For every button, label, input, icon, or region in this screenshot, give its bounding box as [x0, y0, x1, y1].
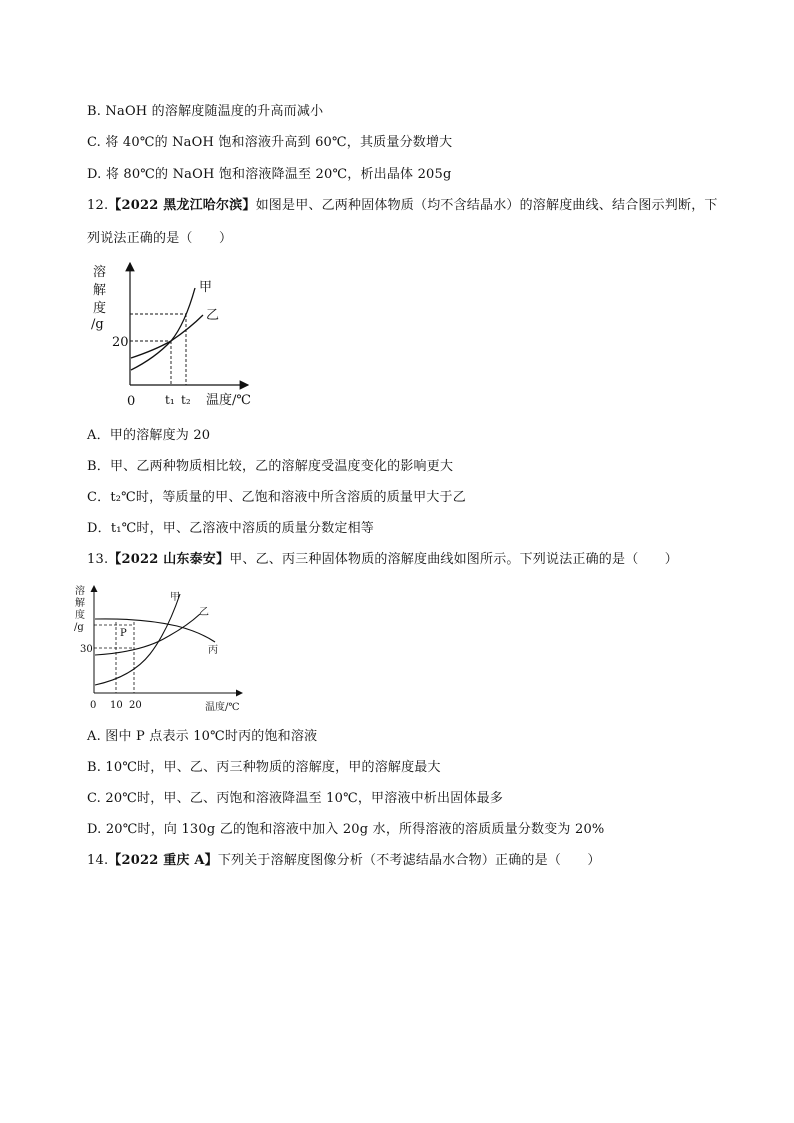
y-label-1: 溶: [75, 586, 85, 597]
series-label-yi: 乙: [206, 308, 220, 323]
question-13-stem: [87, 552, 678, 568]
origin-label: 0: [127, 394, 136, 409]
question-number: 13.: [87, 552, 109, 567]
question-source: 【2022 黑龙江哈尔滨】: [108, 198, 256, 213]
x-axis-label: 温度/℃: [206, 393, 251, 408]
curve-jia: [131, 288, 195, 370]
y-label-3: 度: [75, 610, 85, 621]
option-13c: C. 20℃时，甲、乙、丙饱和溶液降温至 10℃，甲溶液中析出固体最多: [87, 791, 504, 806]
x-tick-20: 20: [129, 700, 142, 711]
y-label-3: 度: [93, 301, 107, 316]
x-axis-label: 温度/℃: [205, 702, 240, 713]
y-label-2: 解: [75, 598, 85, 609]
question-12-stem-cont: 列说法正确的是（ ）: [87, 231, 233, 246]
series-label-jia: 甲: [170, 592, 180, 603]
option-12b: B．甲、乙两种物质相比较，乙的溶解度受温度变化的影响更大: [87, 459, 454, 474]
series-label-jia: 甲: [199, 280, 213, 295]
question-source: 【2022 重庆 A】: [108, 853, 218, 868]
solubility-chart-2: [72, 582, 252, 717]
option-12d: D．t₁℃时，甲、乙溶液中溶质的质量分数定相等: [87, 521, 375, 536]
question-text: 甲、乙、丙三种固体物质的溶解度曲线如图所示。下列说法正确的是（ ）: [229, 552, 679, 567]
question-text: 如图是甲、乙两种固体物质（均不含结晶水）的溶解度曲线、结合图示判断，下: [255, 198, 718, 213]
curve-bing: [95, 619, 215, 642]
y-tick-30: 30: [80, 644, 93, 655]
option-13d: D. 20℃时，向 130g 乙的饱和溶液中加入 20g 水，所得溶液的溶质质量分数变为 20%: [87, 822, 605, 837]
solubility-chart-1: [85, 258, 270, 413]
option-12a: A．甲的溶解度为 20: [87, 428, 211, 443]
question-14-stem: [87, 853, 601, 869]
x-tick-t1: t₁: [165, 393, 175, 407]
x-tick-t2: t₂: [181, 393, 191, 407]
y-label-2: 解: [93, 283, 107, 298]
option-12c: C．t₂℃时，等质量的甲、乙饱和溶液中所含溶质的质量甲大于乙: [87, 490, 466, 505]
question-source: 【2022 山东泰安】: [108, 552, 230, 567]
x-tick-10: 10: [110, 700, 123, 711]
option-d-prev: D. 将 80℃的 NaOH 饱和溶液降温至 20℃，析出晶体 205g: [87, 167, 452, 182]
curve-yi: [95, 614, 200, 655]
curve-yi: [131, 315, 203, 358]
series-label-yi: 乙: [199, 607, 209, 618]
option-13a: A. 图中 P 点表示 10℃时丙的饱和溶液: [87, 729, 318, 744]
origin-label: 0: [90, 700, 97, 711]
question-number: 14.: [87, 853, 109, 868]
y-label-4: /g: [91, 317, 104, 332]
series-label-bing: 丙: [208, 645, 218, 656]
question-text: 下列关于溶解度图像分析（不考滤结晶水合物）正确的是（ ）: [217, 853, 601, 868]
question-12-stem: [87, 198, 718, 214]
question-number: 12.: [87, 198, 109, 213]
option-c-prev: C. 将 40℃的 NaOH 饱和溶液升高到 60℃，其质量分数增大: [87, 135, 453, 150]
y-tick-20: 20: [112, 335, 129, 350]
y-label-1: 溶: [93, 265, 107, 280]
y-label-4: /g: [74, 622, 84, 633]
curve-jia: [95, 594, 180, 685]
option-13b: B. 10℃时，甲、乙、丙三种物质的溶解度，甲的溶解度最大: [87, 760, 441, 775]
point-p-label: P: [120, 628, 127, 639]
option-12b-prev: B. NaOH 的溶解度随温度的升高而减小: [87, 104, 324, 119]
